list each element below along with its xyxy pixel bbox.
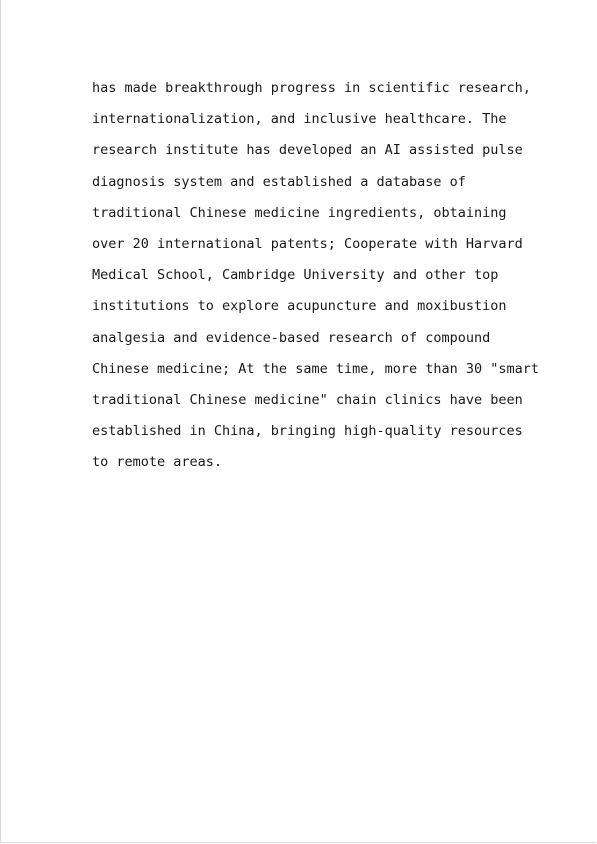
body-paragraph [92, 77, 540, 482]
paragraph-line: research institute has developed an AI assisted pulse [92, 142, 523, 159]
paragraph-line: to remote areas. [92, 454, 223, 471]
paragraph-line: Medical School, Cambridge University and other top [92, 267, 499, 284]
paragraph-line: diagnosis system and established a database of [92, 173, 466, 190]
paragraph-line: over 20 international patents; Cooperate with Harvard [92, 235, 523, 252]
paragraph-line: established in China, bringing high-quality resources [92, 423, 523, 440]
paragraph-line: Chinese medicine; At the same time, more than 30 "smart [92, 360, 540, 377]
paragraph-line: analgesia and evidence-based research of compound [92, 329, 491, 346]
paragraph-line: internationalization, and inclusive healthcare. The [92, 111, 507, 128]
paragraph-line: institutions to explore acupuncture and moxibustion [92, 298, 507, 315]
paragraph-line: traditional Chinese medicine" chain clinics have been [92, 391, 523, 408]
paragraph-line: traditional Chinese medicine ingredients, obtaining [92, 204, 507, 221]
paragraph-line: has made breakthrough progress in scientific research, [92, 80, 531, 96]
